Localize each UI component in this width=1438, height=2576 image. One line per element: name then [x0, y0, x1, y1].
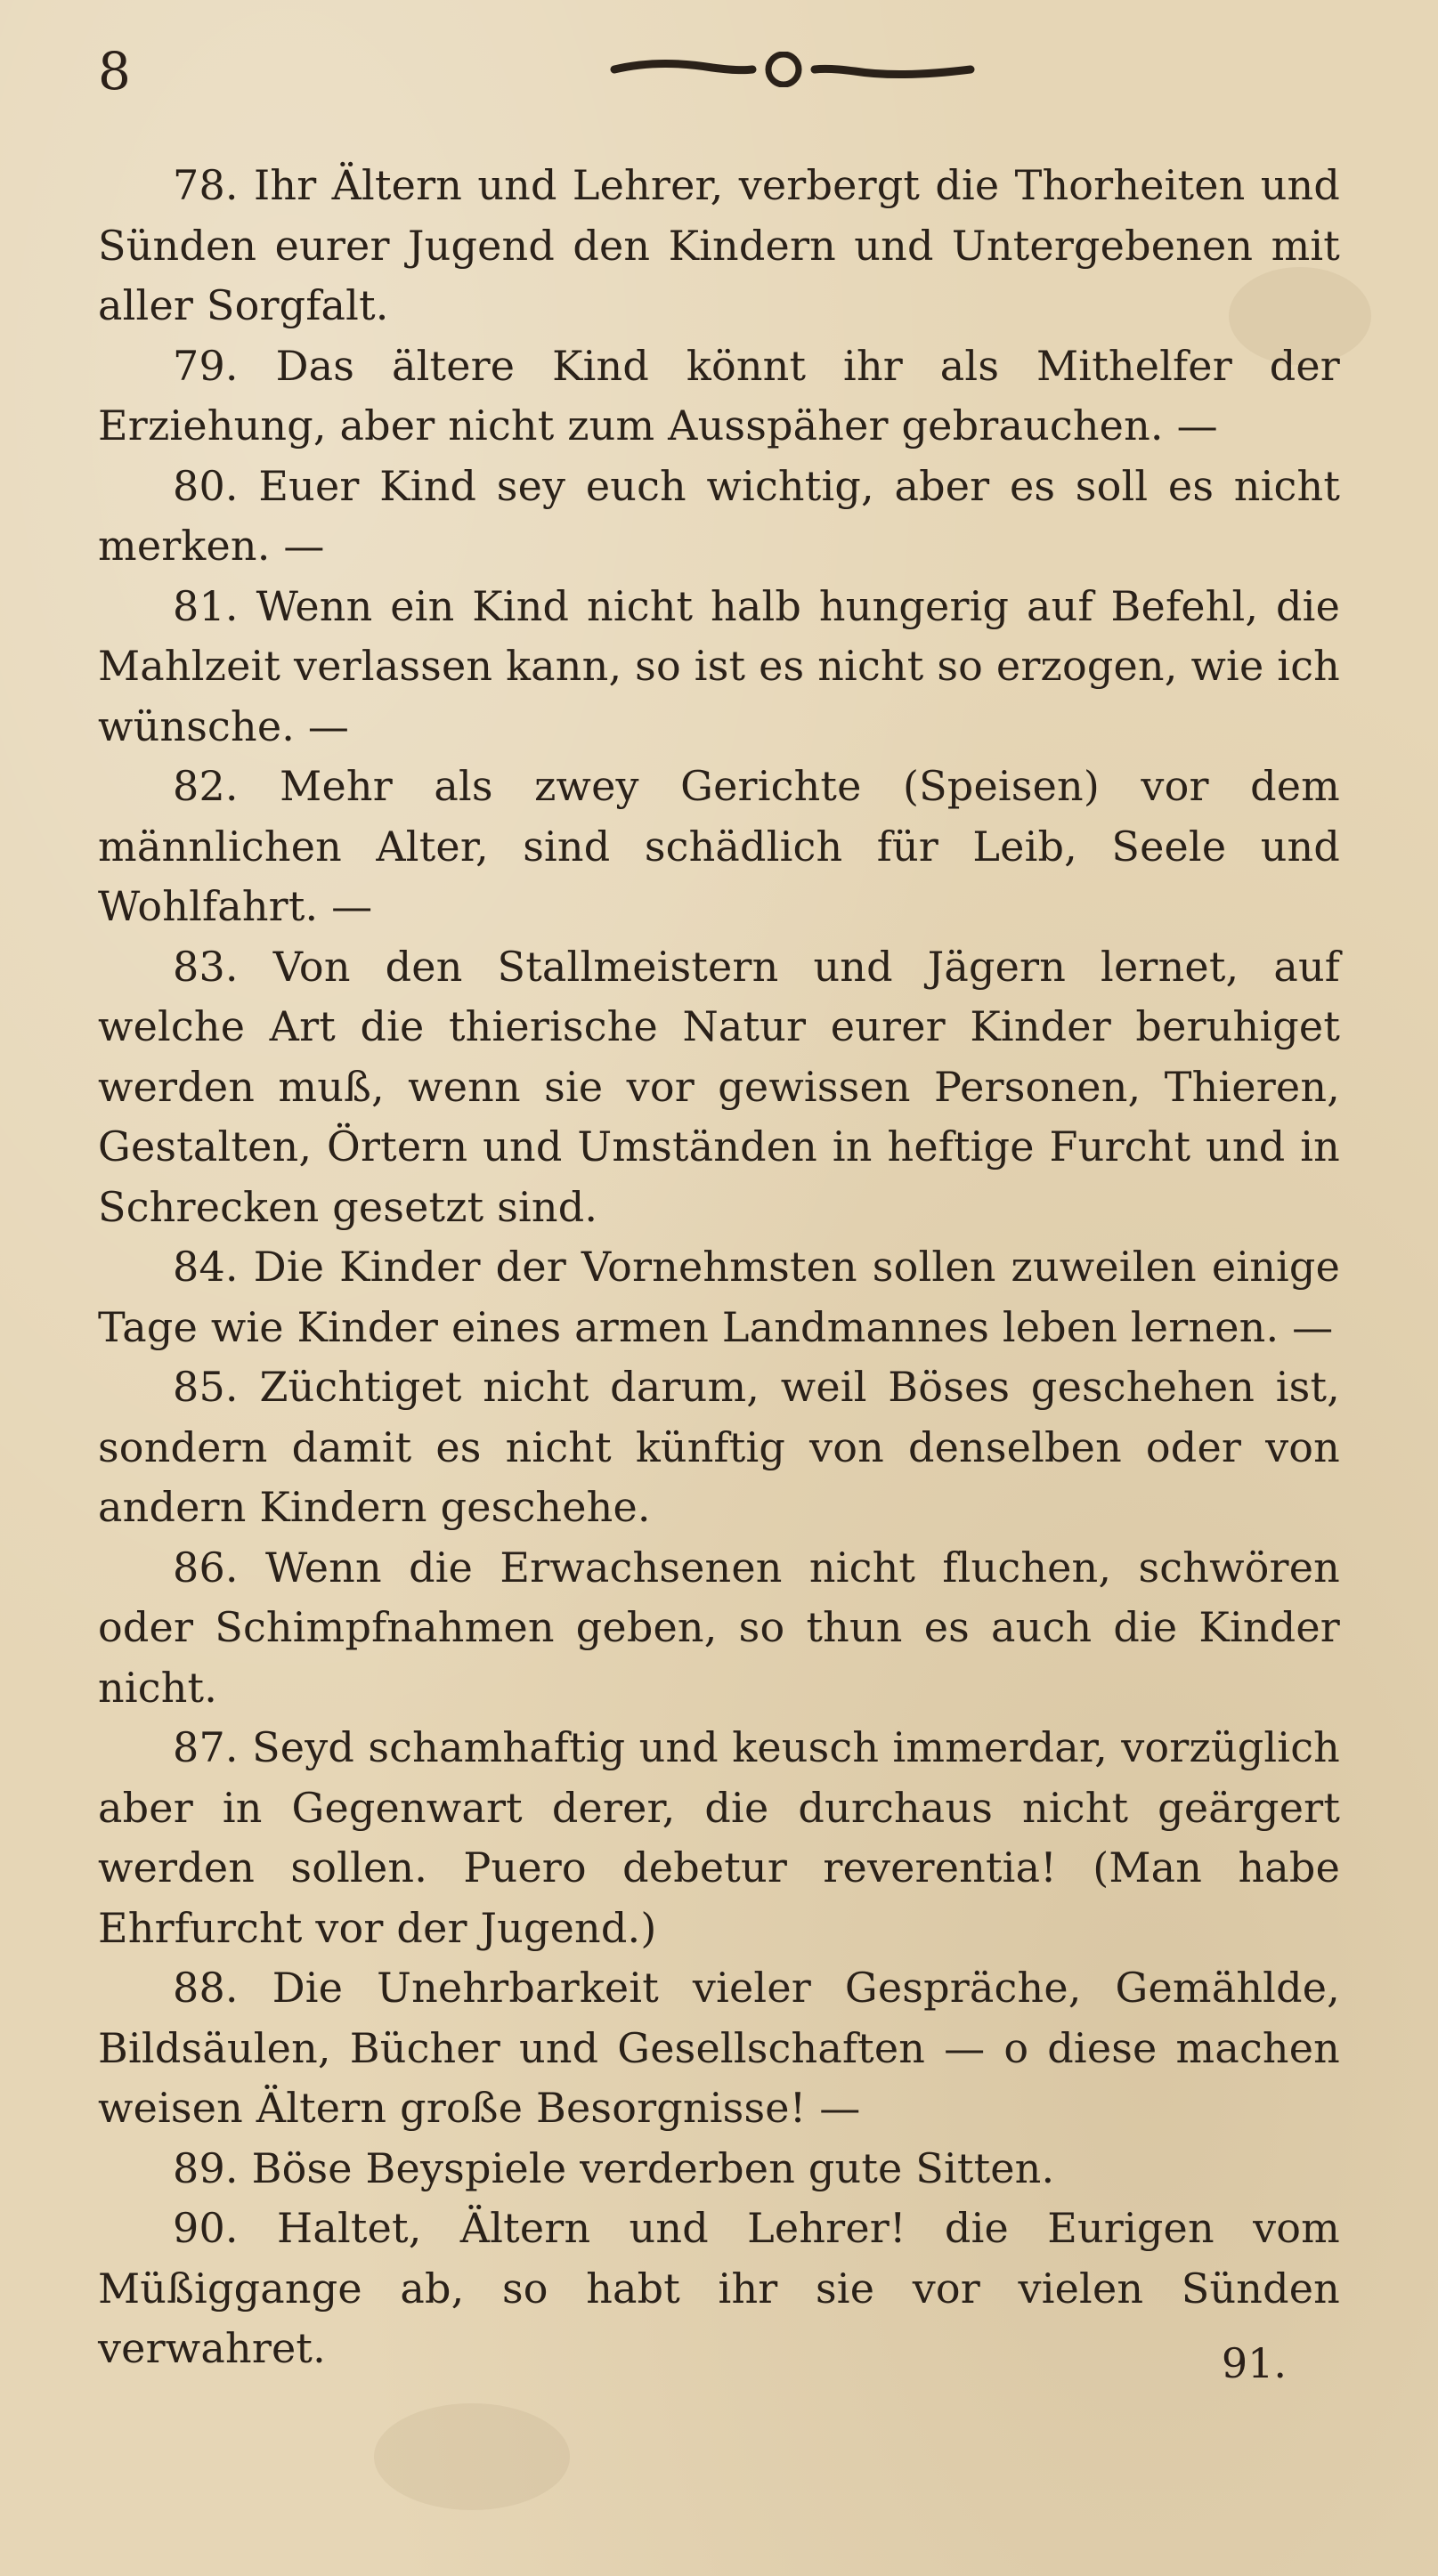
numbered-paragraph-88: 88. Die Unehrbarkeit vieler Gespräche, Gemählde, Bildsäulen, Bücher und Gesellschaften — o diese machen weisen Ältern große Besorgnisse! — — [98, 1964, 1340, 2132]
numbered-paragraph-87: 87. Seyd schamhaftig und keusch immerdar, vorzüglich aber in Gegenwart derer, die durchaus nicht geärgert werden sollen. Puero debetur reverentia! (Man habe Ehrfurcht vor der Jugend.) — [98, 1723, 1340, 1952]
numbered-paragraph-90: 90. Haltet, Ältern und Lehrer! die Eurigen vom Müßiggange ab, so habt ihr sie vor vielen Sünden verwahret. — [98, 2204, 1340, 2372]
numbered-paragraph-82: 82. Mehr als zwey Gerichte (Speisen) vor dem männlichen Alter, sind schädlich für Leib, Seele und Wohlfahrt. — — [98, 762, 1340, 930]
page-header — [98, 36, 1313, 116]
numbered-paragraph-78: 78. Ihr Ältern und Lehrer, verbergt die Thorheiten und Sünden eurer Jugend den Kindern und Untergebenen mit aller Sorgfalt. — [98, 161, 1340, 329]
body-text — [98, 156, 1340, 2379]
numbered-paragraph-86: 86. Wenn die Erwachsenen nicht fluchen, schwören oder Schimpfnahmen geben, so thun es auch die Kinder nicht. — [98, 1543, 1340, 1712]
numbered-paragraph-84: 84. Die Kinder der Vornehmsten sollen zuweilen einige Tage wie Kinder eines armen Landmannes leben lernen. — — [98, 1243, 1340, 1351]
page-number: 8 — [98, 41, 131, 101]
ornamental-rule-icon — [605, 52, 979, 87]
catchword: 91. — [1221, 2339, 1287, 2387]
numbered-paragraph-79: 79. Das ältere Kind könnt ihr als Mithelfer der Erziehung, aber nicht zum Ausspäher gebrauchen. — — [98, 341, 1340, 450]
numbered-paragraph-85: 85. Züchtiget nicht darum, weil Böses geschehen ist, sondern damit es nicht künftig von denselben oder von andern Kindern geschehe. — [98, 1363, 1340, 1531]
numbered-paragraph-81: 81. Wenn ein Kind nicht halb hungerig auf Befehl, die Mahlzeit verlassen kann, so ist es nicht so erzogen, wie ich wünsche. — — [98, 581, 1340, 750]
numbered-paragraph-89: 89. Böse Beyspiele verderben gute Sitten. — [173, 2143, 1055, 2192]
numbered-paragraph-80: 80. Euer Kind sey euch wichtig, aber es soll es nicht merken. — — [98, 461, 1340, 570]
numbered-paragraph-83: 83. Von den Stallmeistern und Jägern lernet, auf welche Art die thierische Natur eurer Kinder beruhiget werden muß, wenn sie vor gewissen Personen, Thieren, Gestalten, Örtern und Umständen in heftige Furcht und in Schrecken gesetzt sind. — [98, 942, 1340, 1231]
paper-stain — [374, 2403, 570, 2510]
